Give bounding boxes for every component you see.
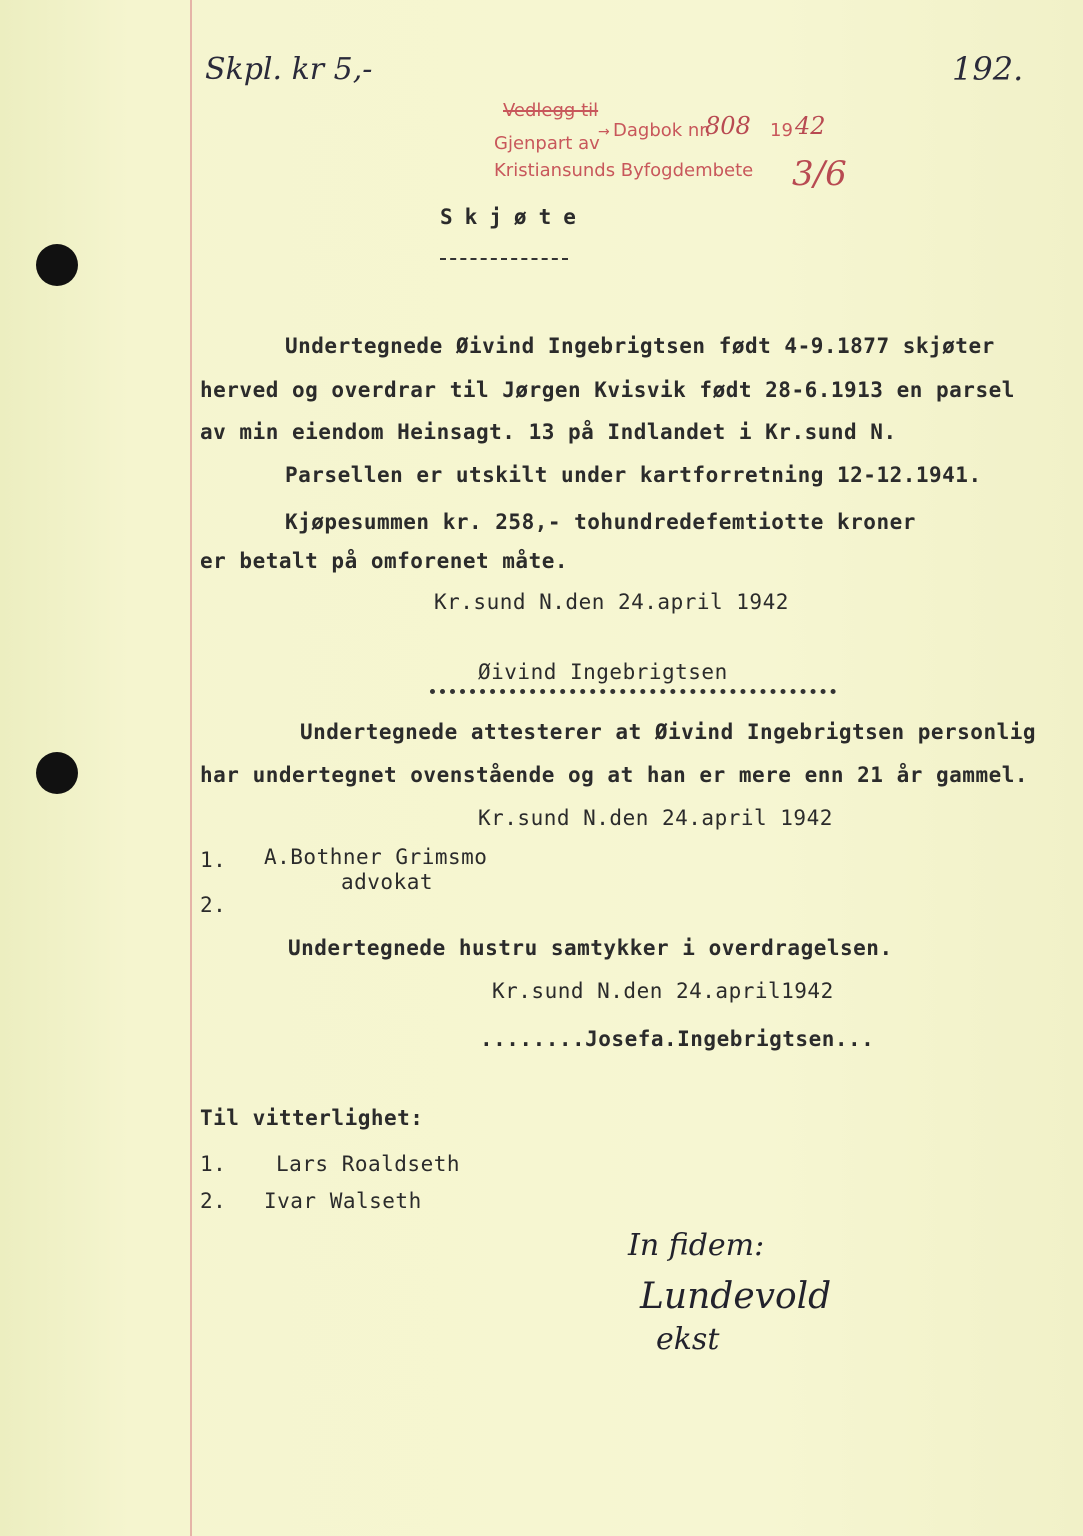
- paragraph2: Parsellen er utskilt under kartforretning 12-12.1941.: [285, 463, 982, 487]
- stamp-dagbok-number: 808: [705, 112, 751, 140]
- paragraph3-line2: er betalt på omforenet måte.: [200, 549, 569, 573]
- stamp-prefix: Gjenpart av: [494, 133, 600, 154]
- seller-signature-dots: [430, 689, 836, 694]
- stamp-date: 3/6: [792, 154, 847, 194]
- clerk-signature: Lundevold: [640, 1276, 832, 1317]
- stamp-arrow: →: [598, 124, 610, 140]
- vitterlighet-name-1: Lars Roaldseth: [276, 1152, 461, 1176]
- vitterlighet-label: Til vitterlighet:: [200, 1106, 424, 1130]
- punch-hole-bottom: [36, 752, 78, 794]
- stamp-struck-text: Vedlegg til: [503, 100, 599, 121]
- paragraph1-line1: Undertegnede Øivind Ingebrigtsen født 4-9.1877 skjøter: [285, 334, 995, 358]
- stamp-office: Kristiansunds Byfogdembete: [494, 160, 754, 181]
- witness-name-1: A.Bothner Grimsmo: [264, 845, 488, 869]
- witness-title-1: advokat: [341, 870, 434, 894]
- paragraph1-line2: herved og overdrar til Jørgen Kvisvik født 28-6.1913 en parsel: [200, 378, 1015, 402]
- attestation-line1: Undertegnede attesterer at Øivind Ingebrigtsen personlig: [300, 720, 1037, 744]
- witness-number-1: 1.: [200, 848, 227, 872]
- place-date-2: Kr.sund N.den 24.april 1942: [478, 806, 833, 830]
- page-number: 192.: [952, 50, 1024, 88]
- seller-signature: Øivind Ingebrigtsen: [478, 660, 728, 684]
- clerk-signature-suffix: ekst: [656, 1322, 720, 1357]
- stamp-year-printed: 19: [770, 120, 793, 141]
- consent-statement: Undertegnede hustru samtykker i overdragelsen.: [288, 936, 893, 960]
- document-title: Skjøte: [440, 205, 588, 229]
- stamp-dagbok-label: Dagbok nr.: [613, 120, 711, 141]
- paragraph1-line3: av min eiendom Heinsagt. 13 på Indlandet i Kr.sund N.: [200, 420, 897, 444]
- title-underline: [440, 258, 568, 260]
- witness-number-2: 2.: [200, 893, 227, 917]
- in-fidem-note: In fidem:: [628, 1228, 765, 1263]
- attestation-line2: har undertegnet ovenstående og at han er mere enn 21 år gammel.: [200, 763, 1029, 787]
- wife-signature: ........Josefa.Ingebrigtsen...: [480, 1027, 875, 1051]
- margin-line: [190, 0, 192, 1536]
- vitterlighet-name-2: Ivar Walseth: [264, 1189, 422, 1213]
- vitterlighet-number-1: 1.: [200, 1152, 227, 1176]
- punch-hole-top: [36, 244, 78, 286]
- stamp-year-handwritten: 42: [795, 112, 826, 140]
- fee-note: Skpl. kr 5,-: [205, 52, 373, 87]
- paragraph3-line1: Kjøpesummen kr. 258,- tohundredefemtiotte kroner: [285, 510, 916, 534]
- place-date-1: Kr.sund N.den 24.april 1942: [434, 590, 789, 614]
- vitterlighet-number-2: 2.: [200, 1189, 227, 1213]
- place-date-3: Kr.sund N.den 24.april1942: [492, 979, 834, 1003]
